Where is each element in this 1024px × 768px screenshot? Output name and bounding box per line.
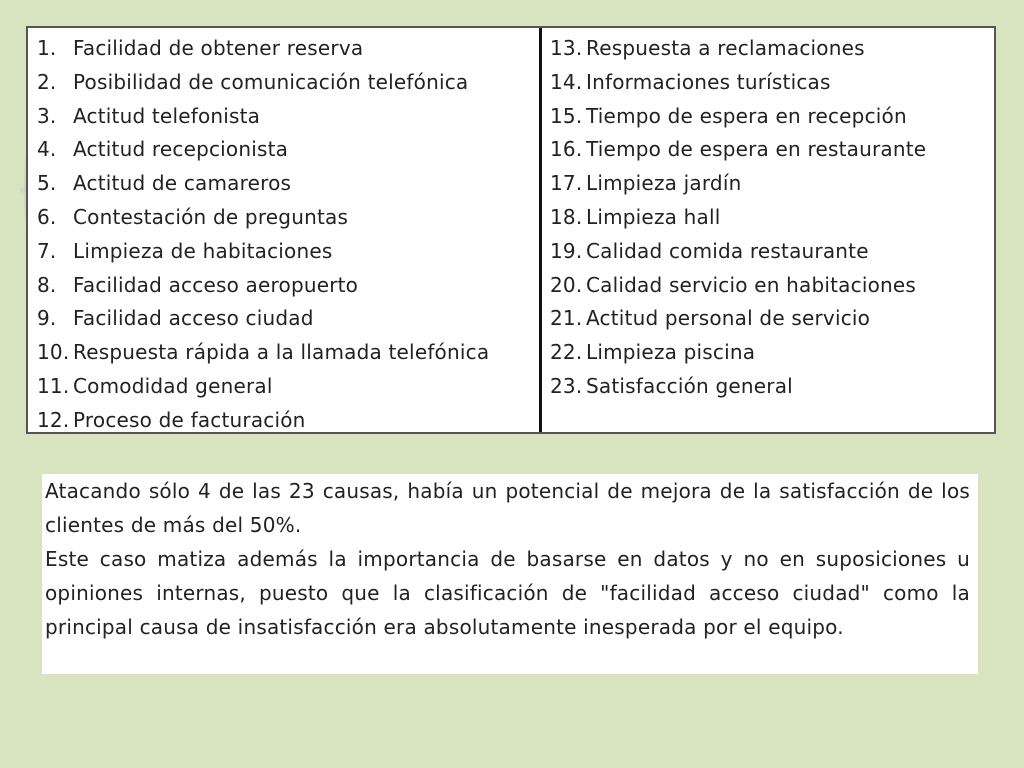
item-text: Limpieza jardín (586, 171, 742, 196)
list-item (37, 338, 539, 372)
list-item (550, 34, 994, 68)
list-item (37, 372, 539, 406)
item-text: Calidad comida restaurante (586, 238, 869, 263)
item-number: 10. (37, 340, 70, 365)
paragraph-potential-improvement: Atacando sólo 4 de las 23 causas, había un potencial de mejora de la satisfacción de los clientes de más del 50%. (45, 479, 970, 537)
item-text: Calidad servicio en habitaciones (586, 272, 917, 297)
item-text: Satisfacción general (586, 373, 793, 398)
item-text: Limpieza piscina (586, 340, 756, 365)
item-number: 7. (37, 238, 57, 263)
item-text: Limpieza de habitaciones (73, 238, 333, 263)
causes-table (26, 26, 996, 434)
list-item (37, 406, 539, 440)
item-text: Actitud personal de servicio (586, 306, 871, 331)
item-number: 2. (37, 69, 57, 94)
list-item (550, 304, 994, 338)
paragraph-data-importance: Este caso matiza además la importancia de basarse en datos y no en suposiciones u opiniones internas, puesto que la clasificación de "facilidad acceso ciudad" como la principal causa de insatisfacción era absolutamente inesperada por el equipo. (45, 547, 970, 639)
item-text: Actitud recepcionista (73, 137, 289, 162)
list-item (37, 271, 539, 305)
item-number: 5. (37, 171, 57, 196)
list-item (550, 237, 994, 271)
list-item (37, 169, 539, 203)
list-item (550, 271, 994, 305)
item-number: 9. (37, 306, 57, 331)
item-text: Facilidad de obtener reserva (73, 36, 364, 60)
item-number: 21. (550, 306, 583, 331)
list-item (550, 68, 994, 102)
item-text: Actitud de camareros (73, 171, 292, 196)
list-item (550, 338, 994, 372)
item-number: 12. (37, 407, 70, 432)
item-text: Facilidad acceso aeropuerto (73, 272, 359, 297)
list-item (37, 203, 539, 237)
causes-column-right (542, 28, 994, 432)
item-number: 19. (550, 238, 583, 263)
item-text: Respuesta rápida a la llamada telefónica (73, 340, 490, 365)
item-text: Contestación de preguntas (73, 204, 349, 229)
item-text: Posibilidad de comunicación telefónica (73, 69, 469, 94)
list-item (37, 102, 539, 136)
item-number: 11. (37, 373, 70, 398)
causes-column-left (28, 28, 542, 432)
list-item (37, 237, 539, 271)
list-item (37, 304, 539, 338)
item-text: Tiempo de espera en recepción (586, 103, 907, 128)
item-text: Proceso de facturación (73, 407, 306, 432)
item-text: Tiempo de espera en restaurante (586, 137, 927, 162)
item-text: Facilidad acceso ciudad (73, 306, 314, 331)
list-item (550, 372, 994, 406)
item-number: 20. (550, 272, 583, 297)
item-number: 13. (550, 36, 583, 60)
item-number: 23. (550, 373, 583, 398)
item-number: 16. (550, 137, 583, 162)
item-number: 8. (37, 272, 57, 297)
item-number: 4. (37, 137, 57, 162)
item-number: 14. (550, 69, 583, 94)
list-item (550, 203, 994, 237)
item-text: Informaciones turísticas (586, 69, 831, 94)
list-item (550, 135, 994, 169)
item-text: Actitud telefonista (73, 103, 261, 128)
item-number: 22. (550, 340, 583, 365)
item-number: 1. (37, 36, 57, 60)
item-text: Limpieza hall (586, 204, 721, 229)
list-item (37, 34, 539, 68)
list-item (550, 169, 994, 203)
item-number: 17. (550, 171, 583, 196)
item-number: 18. (550, 204, 583, 229)
list-item (37, 135, 539, 169)
list-item (37, 68, 539, 102)
item-number: 6. (37, 204, 57, 229)
conclusion-text-box (42, 474, 978, 674)
item-text: Comodidad general (73, 373, 273, 398)
item-text: Respuesta a reclamaciones (586, 36, 865, 60)
list-item (550, 102, 994, 136)
item-number: 15. (550, 103, 583, 128)
item-number: 3. (37, 103, 57, 128)
